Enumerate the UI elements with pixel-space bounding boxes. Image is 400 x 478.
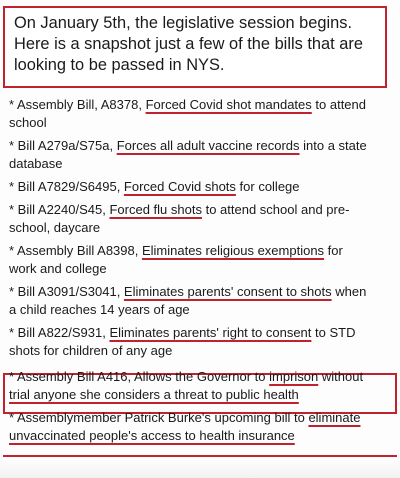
bill-line <box>9 137 397 155</box>
bill-item <box>9 368 397 404</box>
bill-line <box>9 368 397 386</box>
bill-text: * Bill A822/S931, <box>9 325 110 340</box>
bill-highlight: Eliminates religious exemptions <box>141 243 325 258</box>
bill-highlight: Forced Covid shot mandates <box>145 97 312 112</box>
bill-line: a child reaches 14 years of age <box>9 302 190 317</box>
bill-line: school <box>9 115 47 130</box>
header-callout <box>3 6 387 88</box>
bill-text: * Bill A2240/S45, <box>9 202 110 217</box>
bill-item <box>9 201 397 237</box>
bill-text: * Assemblymember Patrick Burke's upcoming bill to <box>9 410 309 425</box>
bill-highlight: trial anyone she considers a threat to public health <box>9 387 299 402</box>
bill-line <box>9 178 397 196</box>
header-line-2: Here is a snapshot just a few of the bills that are <box>14 35 363 53</box>
bill-highlight: Forces all adult vaccine records <box>116 138 300 153</box>
bill-line <box>9 201 397 219</box>
bottom-shade <box>0 460 400 478</box>
bill-line <box>9 427 397 445</box>
bill-highlight: Forced flu shots <box>109 202 202 217</box>
bill-line <box>9 324 397 342</box>
bill-line: shots for children of any age <box>9 343 173 358</box>
bill-highlight: unvaccinated people's access to health insurance <box>9 428 295 443</box>
bill-item <box>9 137 397 173</box>
bill-text: without <box>318 369 364 384</box>
bill-line: work and college <box>9 261 107 276</box>
bill-item <box>9 242 397 278</box>
bill-line <box>9 283 397 301</box>
bill-highlight: Eliminates parents' right to consent <box>109 325 312 340</box>
bill-text: to STD <box>311 325 356 340</box>
bill-text: for <box>324 243 343 258</box>
bill-text: * Bill A7829/S6495, <box>9 179 124 194</box>
bill-text: when <box>331 284 367 299</box>
bill-highlight: Forced Covid shots <box>123 179 236 194</box>
bill-highlight: eliminate <box>308 410 361 425</box>
header-line-3: looking to be passed in NYS. <box>14 56 225 74</box>
bill-line: school, daycare <box>9 220 101 235</box>
bill-text: for college <box>235 179 300 194</box>
bill-highlight: Eliminates parents' consent to shots <box>123 284 332 299</box>
bill-text: * Assembly Bill, A8378, <box>9 97 146 112</box>
bill-line <box>9 386 397 404</box>
bill-text: * Bill A279a/S75a, <box>9 138 117 153</box>
bill-item <box>9 409 397 445</box>
bill-list <box>9 96 397 450</box>
bill-text: into a state <box>299 138 367 153</box>
bill-text: to attend school and pre- <box>201 202 350 217</box>
bill-highlight: imprison <box>269 369 319 384</box>
bill-line: database <box>9 156 63 171</box>
bill-item <box>9 283 397 319</box>
bill-item <box>9 178 397 196</box>
bill-item <box>9 96 397 132</box>
bill-text: * Assembly Bill A8398, <box>9 243 142 258</box>
bill-text: * Bill A3091/S3041, <box>9 284 124 299</box>
bill-line <box>9 96 397 114</box>
bill-item <box>9 324 397 360</box>
bill-text: * Assembly Bill A416, Allows the Governor to <box>9 369 270 384</box>
header-line-1: On January 5th, the legislative session begins. <box>14 14 353 32</box>
bill-text: to attend <box>311 97 366 112</box>
bill-line <box>9 242 397 260</box>
bill-line <box>9 409 397 427</box>
